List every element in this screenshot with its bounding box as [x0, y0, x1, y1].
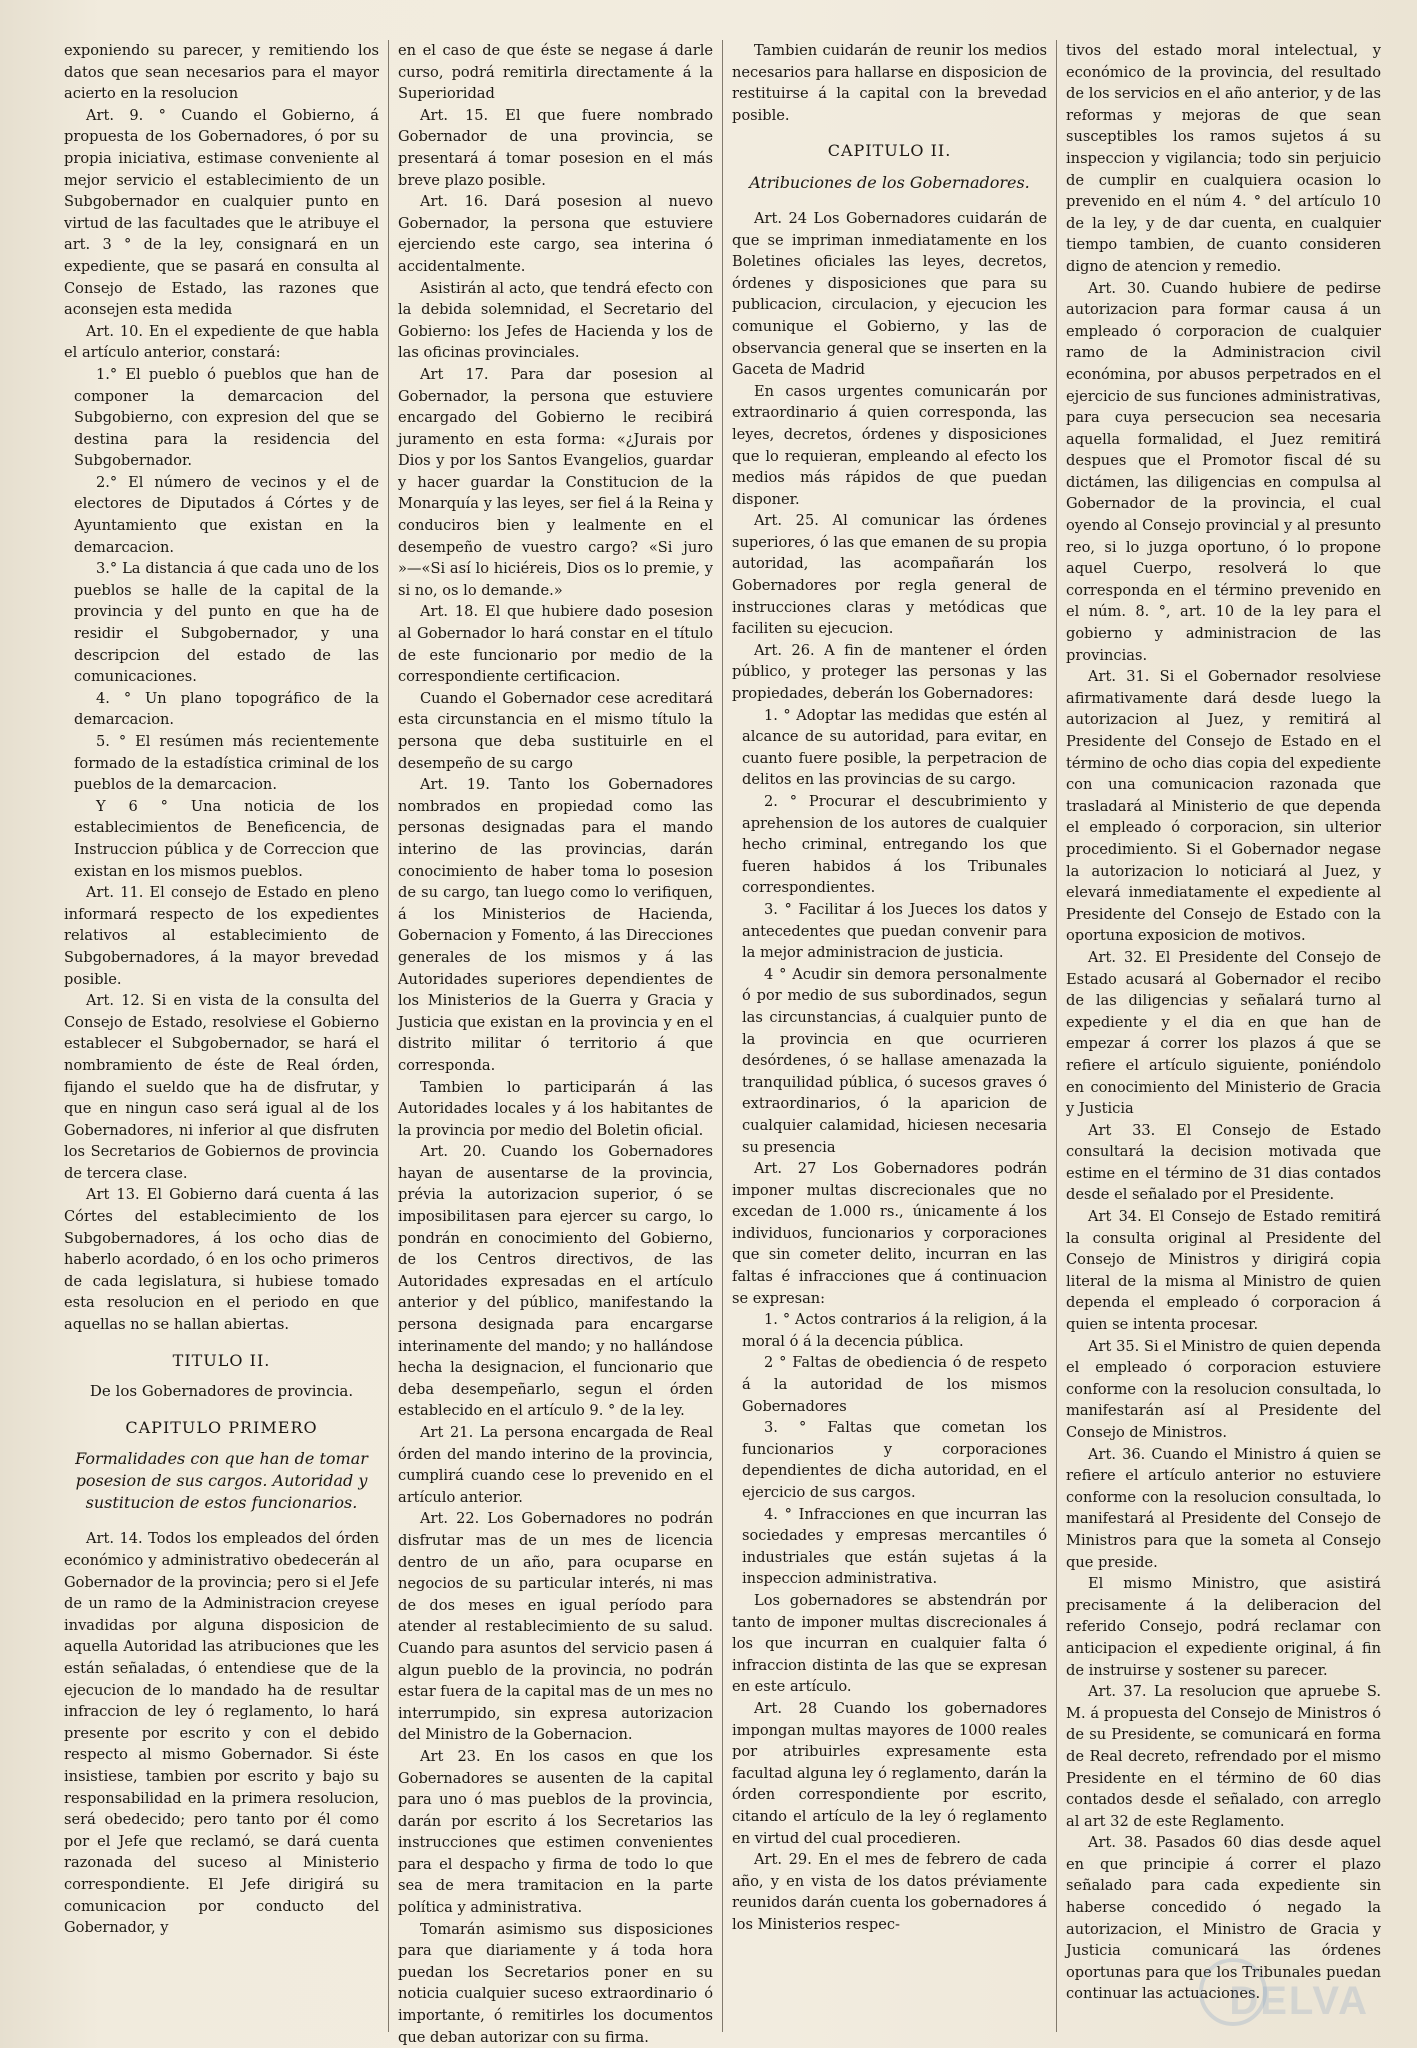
paragraph: tivos del estado moral intelectual, y económico de la provincia, del resultado de los servicios en el año anterior, y de las reformas y mejoras de que sean susceptibles los ramos sujetos á su inspeccion y vigilancia; todo sin perjuicio de cumplir en cualquiera ocasion lo prevenido en el núm 4. ° del artículo 10 de la ley, y de dar cuenta, en cualquier tiempo tambien, de cuanto consideren digno de atencion y remedio.	[1066, 42, 1381, 275]
paragraph: Art 23. En los casos en que los Gobernadores se ausenten de la capital para uno ó mas pueblos de la provincia, darán por escrito á los Secretarios las instrucciones que estimen convenientes para el despacho y firma de todo lo que sea de mera tramitacion en la parte política y administrativa.	[398, 1747, 713, 1917]
paragraph: Asistirán al acto, que tendrá efecto con la debida solemnidad, el Secretario del Gobierno: los Jefes de Hacienda y los de las oficinas provinciales.	[398, 279, 713, 362]
paragraph: Art. 12. Si en vista de la consulta del Consejo de Estado, resolviese el Gobierno establecer el Subgobernador, se hará el nombramiento de éste de Real órden, fijando el sueldo que ha de disfrutar, y que en ningun caso será igual al de los Gobernadores, ni inferior al que disfruten los Secretarios de Gobiernos de provincia de tercera clase.	[64, 992, 379, 1182]
paragraph: Art 13. El Gobierno dará cuenta á las Córtes del establecimiento de los Subgobernadores, á los ocho dias de haberlo acordado, ó en los ocho primeros de cada legislatura, si hubiese tomado esta resolucion en el periodo en que aquellas no se hallan abiertas.	[64, 1186, 379, 1334]
list-item: 5. ° El resúmen más recientemente formado de la estadística criminal de los pueblos de la demarcacion.	[74, 733, 379, 794]
list-item: 1. ° Adoptar las medidas que estén al alcance de su autoridad, para evitar, en cuanto fuere posible, la perpetracion de delitos en las provincias de su cargo.	[742, 706, 1047, 789]
column-rule	[1056, 40, 1057, 2032]
library-stamp-text: DELVA	[1229, 1979, 1369, 2023]
paragraph: En casos urgentes comunicarán por extraordinario á quien corresponda, las leyes, decretos, órdenes y disposiciones que lo requieran, empleando al efecto los medios más rápidos de que puedan disponer.	[732, 382, 1047, 508]
list-item: 4. ° Infracciones en que incurran las sociedades y empresas mercantiles ó industriales que están sujetas á la inspeccion administrativa.	[742, 1505, 1047, 1588]
list-item: 3. ° Faltas que cometan los funcionarios y corporaciones dependientes de dicha autoridad, en el ejercicio de sus cargos.	[742, 1419, 1047, 1501]
paragraph: Art. 32. El Presidente del Consejo de Estado acusará al Gobernador el recibo de las diligencias y señalará turno al expediente y el dia en que han de empezar á correr los plazos á que se refiere el artículo siguiente, poniéndolo en conocimiento del Ministerio de Gracia y Justicia	[1066, 948, 1381, 1118]
paragraph: Art 21. La persona encargada de Real órden del mando interino de la provincia, cumplirá cuando cese lo prevenido en el artículo anterior.	[398, 1424, 713, 1506]
paragraph: Art. 14. Todos los empleados del órden económico y administrativo obedecerán al Gobernador de la provincia; pero si el Jefe de un ramo de la Administracion creyese invadidas por alguna disposicion de aquella Autoridad las atribuciones que les están señaladas, ó entendiese que de la ejecucion de lo mandado ha de resultar infraccion de ley ó reglamento, lo hará presente por escrito y con el debido respecto al mismo Gobernador. Si éste insistiese, tambien por escrito y bajo su responsabilidad en la primera resolucion, será obedecido; pero tanto por él como por el Jefe que reclamó, se dará cuenta razonada del suceso al Ministerio correspondiente. El Jefe dirigirá su comunicacion por conducto del Gobernador, y	[64, 1530, 379, 1937]
paragraph: Art. 9. ° Cuando el Gobierno, á propuesta de los Gobernadores, ó por su propia iniciativa, estimase conveniente al mejor servicio el establecimiento de un Subgobernador en cualquier punto en virtud de las facultades que le atribuye el art. 3 ° de la ley, consignará en un expediente, que se pasará en consulta al Consejo de Estado, las razones que aconsejen esta medida	[64, 106, 379, 319]
paragraph: Art. 29. En el mes de febrero de cada año, y en vista de los datos préviamente reunidos darán cuenta los gobernadores á los Ministerios respec-	[732, 1851, 1047, 1933]
paragraph: Art. 38. Pasados 60 dias desde aquel en que principie á correr el plazo señalado para cada expediente sin haberse concedido ó negado la autorizacion, el Ministro de Gracia y Justicia comunicará las órdenes oportunas para que los Tribunales puedan continuar las actuaciones.	[1066, 1834, 1381, 2003]
section-subtitle: Formalidades con que han de tomar posesion de sus cargos. Autoridad y sustitucion de estos funcionarios.	[75, 1449, 368, 1513]
paragraph: Art. 27 Los Gobernadores podrán imponer multas discrecionales que no excedan de 1.000 rs., únicamente á los individuos, funcionarios y corporaciones que sin cometer delito, incurran en las faltas é infracciones que á continuacion se expresan:	[732, 1160, 1047, 1307]
list-item: 4. ° Un plano topográfico de la demarcacion.	[74, 689, 379, 729]
paragraph: Art. 31. Si el Gobernador resolviese afirmativamente dará desde luego la autorizacion al Juez, y remitirá al Presidente del Consejo de Estado en el término de ocho dias copia del expediente con una comunicacion razonada que trasladará al Ministerio de que dependa el empleado ó corporacion, sin ulterior procedimiento. Si el Gobernador negase la autorizacion lo noticiará al Juez, y elevará inmediatamente el expediente al Presidente del Consejo de Estado con la oportuna exposicion de motivos.	[1066, 668, 1381, 945]
list-item: 3. ° Facilitar á los Jueces los datos y antecedentes que puedan convenir para la mejor administracion de justicia.	[742, 900, 1047, 962]
text-columns	[58, 40, 1397, 2046]
column-rule	[722, 40, 723, 2032]
paragraph: Art 33. El Consejo de Estado consultará la decision motivada que estime en el término de 31 dias contados desde el señalado por el Presidente.	[1066, 1121, 1381, 1204]
section-subtitle: Atribuciones de los Gobernadores.	[749, 172, 1030, 192]
list-item: 4 ° Acudir sin demora personalmente ó por medio de sus subordinados, segun las circunstancias, á cualquier punto de la provincia en que ocurrieren desórdenes, ó se hallase amenazada la tranquilidad pública, ó sucesos graves ó extraordinarios, ó la aparicion de cualquier calamidad, hiciesen necesaria su presencia	[742, 965, 1047, 1156]
section-heading: De los Gobernadores de provincia.	[89, 1382, 354, 1401]
list-item: 1.° El pueblo ó pueblos que han de componer la demarcacion del Subgobierno, con expresion del que se destina para la residencia del Subgobernador.	[74, 365, 379, 470]
paragraph: Art. 15. El que fuere nombrado Gobernador de una provincia, se presentará á tomar posesion en el más breve plazo posible.	[398, 106, 713, 189]
paragraph: Art. 28 Cuando los gobernadores impongan multas mayores de 1000 reales por atribuirles expresamente esta facultad alguna ley ó reglamento, darán la órden correspondiente por escrito, citando el artículo de la ley ó reglamento en virtud del cual procedieren.	[732, 1699, 1047, 1847]
paragraph: Art. 19. Tanto los Gobernadores nombrados en propiedad como las personas designadas para el mando interino de las provincias, darán conocimiento de haber toma lo posesion de su cargo, tan luego como lo verifiquen, á los Ministerios de Hacienda, Gobernacion y Fomento, á las Direcciones generales de los mismos y á las Autoridades superiores dependientes de los Ministerios de la Guerra y Gracia y Justicia que existan en la provincia y en el distrito militar ó territorio á que corresponda.	[398, 776, 713, 1074]
list-item: 1. ° Actos contrarios á la religion, á la moral ó á la decencia pública.	[742, 1311, 1047, 1350]
paragraph: Cuando el Gobernador cese acreditará esta circunstancia en el mismo título la persona que deba sustituirle en el desempeño de su cargo	[398, 689, 713, 772]
paragraph: Art. 22. Los Gobernadores no podrán disfrutar mas de un mes de licencia dentro de un año, para ocuparse en negocios de su particular interés, ni mas de dos meses en igual período para atender al restablecimiento de su salud. Cuando para asuntos del servicio pasen á algun pueblo de la provincia, no podrán estar fuera de la capital mas de un mes no interrumpido, sin expresa autorizacion del Ministro de la Gobernacion.	[398, 1510, 713, 1744]
column-rule	[388, 40, 389, 2032]
paragraph: Art. 30. Cuando hubiere de pedirse autorizacion para formar causa á un empleado ó corporacion de cualquier ramo de la Administracion civil económina, por abusos perpetrados en el ejercicio de sus funciones administrativas, para cuya persecucion sea necesaria aquella formalidad, el Juez remitirá despues que el Promotor fiscal dé su dictámen, las diligencias en compulsa al Gobernador de la provincia, el cual oyendo al Consejo provincial y al presunto reo, si lo juzga oportuno, ó lo propone aquel Cuerpo, resolverá lo que corresponda en el término prevenido en el núm. 8. °, art. 10 de la ley para el gobierno y administracion de las provincias.	[1066, 279, 1381, 664]
section-heading: TITULO II.	[172, 1350, 271, 1370]
paragraph: Art. 36. Cuando el Ministro á quien se refiere el artículo anterior no estuviere conforme con la resolucion consultada, lo manifestará al Presidente del Consejo de Ministros para que la someta al Consejo que preside.	[1066, 1445, 1381, 1571]
paragraph: Art. 18. El que hubiere dado posesion al Gobernador lo hará constar en el título de este funcionario por medio de la correspondiente certificacion.	[398, 603, 713, 686]
column-1	[58, 40, 385, 2032]
paragraph: Tambien lo participarán á las Autoridades locales y á los habitantes de la provincia por medio del Boletin oficial.	[398, 1078, 713, 1139]
column-2	[392, 40, 719, 2046]
paragraph: Art. 26. A fin de mantener el órden público, y proteger las personas y las propiedades, deberán los Gobernadores:	[732, 641, 1047, 703]
list-item: 3.° La distancia á que cada uno de los pueblos se halle de la capital de la provincia y del punto en que ha de residir el Subgobernador, y una descripcion del estado de las comunicaciones.	[74, 560, 379, 686]
paragraph: Art. 37. La resolucion que apruebe S. M. á propuesta del Consejo de Ministros ó de su Presidente, se comunicará en forma de Real decreto, refrendado por el mismo Presidente en el término de 60 dias contados desde el señalado, con arreglo al art 32 de este Reglamento.	[1066, 1683, 1381, 1830]
list-item: 2 ° Faltas de obediencia ó de respeto á la autoridad de los mismos Gobernadores	[742, 1354, 1047, 1415]
paragraph: Art. 16. Dará posesion al nuevo Gobernador, la persona que estuviere ejerciendo este cargo, sea interina ó accidentalmente.	[398, 193, 713, 275]
paragraph: Tambien cuidarán de reunir los medios necesarios para hallarse en disposicion de restituirse á la capital con la brevedad posible.	[732, 42, 1047, 124]
section-heading: CAPITULO PRIMERO	[125, 1417, 318, 1437]
paragraph: Art 34. El Consejo de Estado remitirá la consulta original al Presidente del Consejo de Ministros y dirigirá copia literal de la misma al Ministro de quien dependa el empleado ó corporacion á quien se intenta procesar.	[1066, 1208, 1381, 1334]
column-4	[1060, 40, 1387, 2032]
paragraph: Art. 10. En el expediente de que habla el artículo anterior, constará:	[64, 322, 379, 362]
paragraph: Tomarán asimismo sus disposiciones para que diariamente y á toda hora puedan los Secretarios poner en su noticia cualquier suceso extraordinario ó importante, ó remitirles los documentos que deban autorizar con su firma.	[398, 1920, 713, 2046]
paragraph: Los gobernadores se abstendrán por tanto de imponer multas discrecionales á los que incurran en cualquier falta ó infraccion distinta de las que se expresan en este artículo.	[732, 1591, 1047, 1696]
list-item: 2. ° Procurar el descubrimiento y aprehension de los autores de cualquier hecho criminal, entregando los que fueren habidos á los Tribunales correspondientes.	[742, 793, 1047, 897]
paragraph: Art 17. Para dar posesion al Gobernador, la persona que estuviere encargado del Gobierno le recibirá juramento en esta forma: «¿Jurais por Dios y por los Santos Evangelios, guardar y hacer guardar la Constitucion de la Monarquía y las leyes, ser fiel á la Reina y conduciros bien y lealmente en el desempeño de vuestro cargo? «Si juro »—«Si así lo hiciéreis, Dios os lo premie, y si no, os lo demande.»	[398, 365, 713, 599]
column-3	[726, 40, 1053, 2032]
paragraph: Art. 11. El consejo de Estado en pleno informará respecto de los expedientes relativos al establecimiento de Subgobernadores, á la mayor brevedad posible.	[64, 884, 379, 988]
section-heading: CAPITULO II.	[827, 141, 952, 161]
paragraph: Art. 20. Cuando los Gobernadores hayan de ausentarse de la provincia, prévia la autorizacion superior, ó se imposibilitasen para ejercer su cargo, lo pondrán en conocimiento del Gobierno, de los Centros directivos, de las Autoridades expresadas en el artículo anterior y del público, manifestando la persona designada para encargarse interinamente del mando; y no hallándose hecha la designacion, el funcionario que deba desempeñarlo, segun el órden establecido en el artículo 9. ° de la ley.	[398, 1143, 713, 1420]
paragraph: exponiendo su parecer, y remitiendo los datos que sean necesarios para el mayor acierto en la resolucion	[64, 42, 379, 103]
paragraph: Art. 25. Al comunicar las órdenes superiores, ó las que emanen de su propia autoridad, las acompañarán los Gobernadores por regla general de instrucciones claras y metódicas que faciliten su ejecucion.	[732, 512, 1047, 638]
paragraph: Art. 24 Los Gobernadores cuidarán de que se impriman inmediatamente en los Boletines oficiales las leyes, decretos, órdenes y disposiciones que para su publicacion, circulacion, y ejecucion les comunique el Gobierno, y las de observancia general que se inserten en la Gaceta de Madrid	[732, 209, 1047, 379]
paragraph: El mismo Ministro, que asistirá precisamente á la deliberacion del referido Consejo, podrá reclamar con anticipacion el expediente original, á fin de instruirse y sostener su parecer.	[1066, 1575, 1381, 1679]
list-item: 2.° El número de vecinos y el de electores de Diputados á Córtes y de Ayuntamiento que existan en la demarcacion.	[74, 473, 379, 556]
list-item: Y 6 ° Una noticia de los establecimientos de Beneficencia, de Instruccion pública y de Correccion que existan en los mismos pueblos.	[74, 797, 379, 880]
paragraph: en el caso de que éste se negase á darle curso, podrá remitirla directamente á la Superioridad	[398, 42, 713, 103]
paragraph: Art 35. Si el Ministro de quien dependa el empleado ó corporacion estuviere conforme con la resolucion consultada, lo manifestarán así al Presidente del Consejo de Ministros.	[1066, 1337, 1381, 1441]
